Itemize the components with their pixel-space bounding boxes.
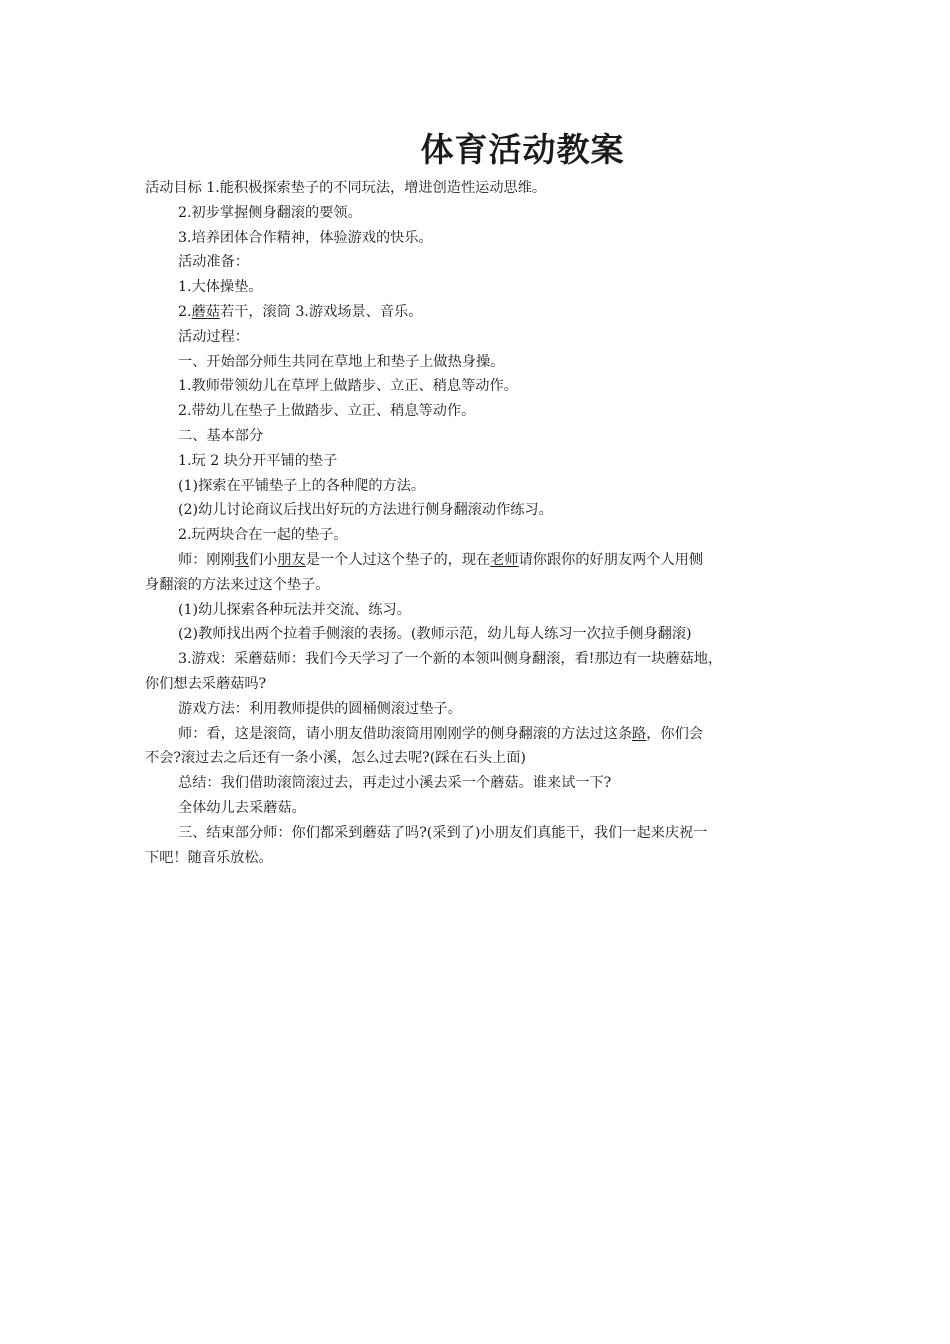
text-line: 2.初步掌握侧身翻滚的要领。: [178, 204, 362, 221]
underlined-text: 蘑菇: [191, 303, 220, 320]
text-line: 身翻滚的方法来过这个垫子。: [145, 576, 330, 593]
text-line: (1)探索在平铺垫子上的各种爬的方法。: [178, 477, 426, 494]
text-line: (2)教师找出两个拉着手侧滚的表扬。(教师示范，幼儿每人练习一次拉手侧身翻滚): [178, 626, 692, 643]
text-segment: 们小: [248, 551, 278, 568]
text-line: 一、开始部分师生共同在草地上和垫子上做热身操。: [178, 353, 505, 370]
text-line: (1)幼儿探索各种玩法并交流、练习。: [178, 601, 411, 618]
text-line: 1.玩 2 块分开平铺的垫子: [178, 452, 338, 469]
text-line: 1.大体操垫。: [178, 279, 263, 296]
text-line: (2)幼儿讨论商议后找出好玩的方法进行侧身翻滚动作练习。: [178, 502, 553, 519]
text-line: 活动准备：: [178, 254, 249, 271]
text-segment: 2.: [178, 303, 192, 320]
text-line: 你们想去采蘑菇吗?: [145, 675, 267, 692]
underlined-text: 我: [234, 551, 249, 568]
text-line: 总结：我们借助滚筒滚过去，再走过小溪去采一个蘑菇。谁来试一下?: [178, 775, 612, 792]
text-line: 三、结束部分师：你们都采到蘑菇了吗?(采到了)小朋友们真能干，我们一起来庆祝一: [178, 824, 708, 841]
text-line: 3.游戏：采蘑菇师：我们今天学习了一个新的本领叫侧身翻滚，看!那边有一块蘑菇地，: [178, 651, 723, 668]
text-line: 活动目标 1.能积极探索垫子的不同玩法，增进创造性运动思维。: [145, 180, 547, 196]
text-segment: 请你跟你的好朋友两个人用侧: [518, 551, 704, 568]
text-line: [145, 300, 825, 325]
text-line: 3.培养团体合作精神，体验游戏的快乐。: [178, 229, 433, 246]
text-segment: 若干，滚筒 3.游戏场景、音乐。: [219, 303, 423, 320]
text-line: 下吧！随音乐放松。: [145, 849, 273, 866]
text-line: 不会?滚过去之后还有一条小溪，怎么过去呢?(踩在石头上面): [145, 750, 526, 767]
text-line: 2.带幼儿在垫子上做踏步、立正、稍息等动作。: [178, 403, 476, 420]
document-title: 体育活动教案: [420, 130, 625, 169]
text-segment: 师：看，这是滚筒，请小朋友借助滚筒用刚刚学的侧身翻滚的方法过这条: [178, 725, 633, 742]
underlined-text: 路: [632, 725, 647, 742]
text-line: 活动过程：: [178, 328, 249, 345]
document-body: [145, 176, 825, 870]
underlined-text: 老师: [490, 551, 519, 568]
text-line: 2.玩两块合在一起的垫子。: [178, 527, 348, 544]
text-line: 1.教师带领幼儿在草坪上做踏步、立正、稍息等动作。: [178, 378, 518, 395]
text-segment: ，你们会: [646, 725, 703, 742]
text-line: 二、基本部分: [178, 427, 264, 444]
underlined-text: 朋友: [277, 551, 306, 568]
text-segment: 是一个人过这个垫子的，现在: [305, 551, 491, 568]
text-line: [145, 722, 825, 747]
text-segment: 师：刚刚: [178, 551, 235, 568]
text-line: 全体幼儿去采蘑菇。: [178, 799, 306, 816]
text-line: [145, 548, 825, 573]
text-line: 游戏方法：利用教师提供的圆桶侧滚过垫子。: [178, 700, 462, 717]
